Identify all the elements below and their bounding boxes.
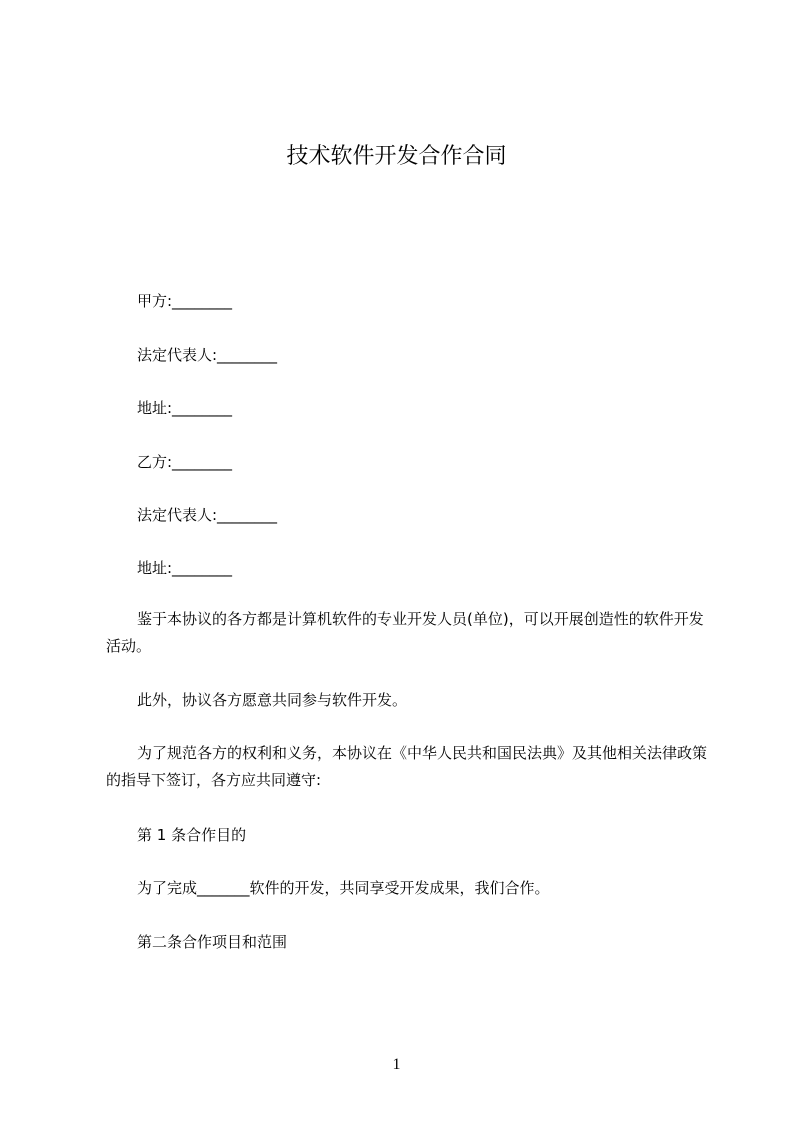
article-1-heading: 第 1 条合作目的 — [137, 826, 247, 844]
article-1-text: 为了完成_______软件的开发，共同享受开发成果，我们合作。 — [137, 879, 550, 897]
article-2-heading: 第二条合作项目和范围 — [137, 933, 288, 951]
party-b-address-line: 地址:________ — [137, 559, 233, 577]
document-title: 技术软件开发合作合同 — [286, 144, 507, 169]
recital-paragraph-3: 为了规范各方的权利和义务，本协议在《中华人民共和国民法典》及其他相关法律政策的指导下签订，各方应共同遵守: — [106, 744, 708, 789]
party-b-line: 乙方:________ — [137, 453, 233, 471]
party-a-line: 甲方:________ — [137, 292, 233, 310]
party-a-address-line: 地址:________ — [137, 399, 233, 417]
recital-paragraph-2: 此外，协议各方愿意共同参与软件开发。 — [137, 691, 408, 709]
party-b-representative-line: 法定代表人:________ — [137, 506, 278, 524]
recital-paragraph-1: 鉴于本协议的各方都是计算机软件的专业开发人员(单位)，可以开展创造性的软件开发活动。 — [106, 610, 704, 655]
party-a-representative-line: 法定代表人:________ — [137, 346, 278, 364]
page-number: 1 — [392, 1056, 401, 1073]
